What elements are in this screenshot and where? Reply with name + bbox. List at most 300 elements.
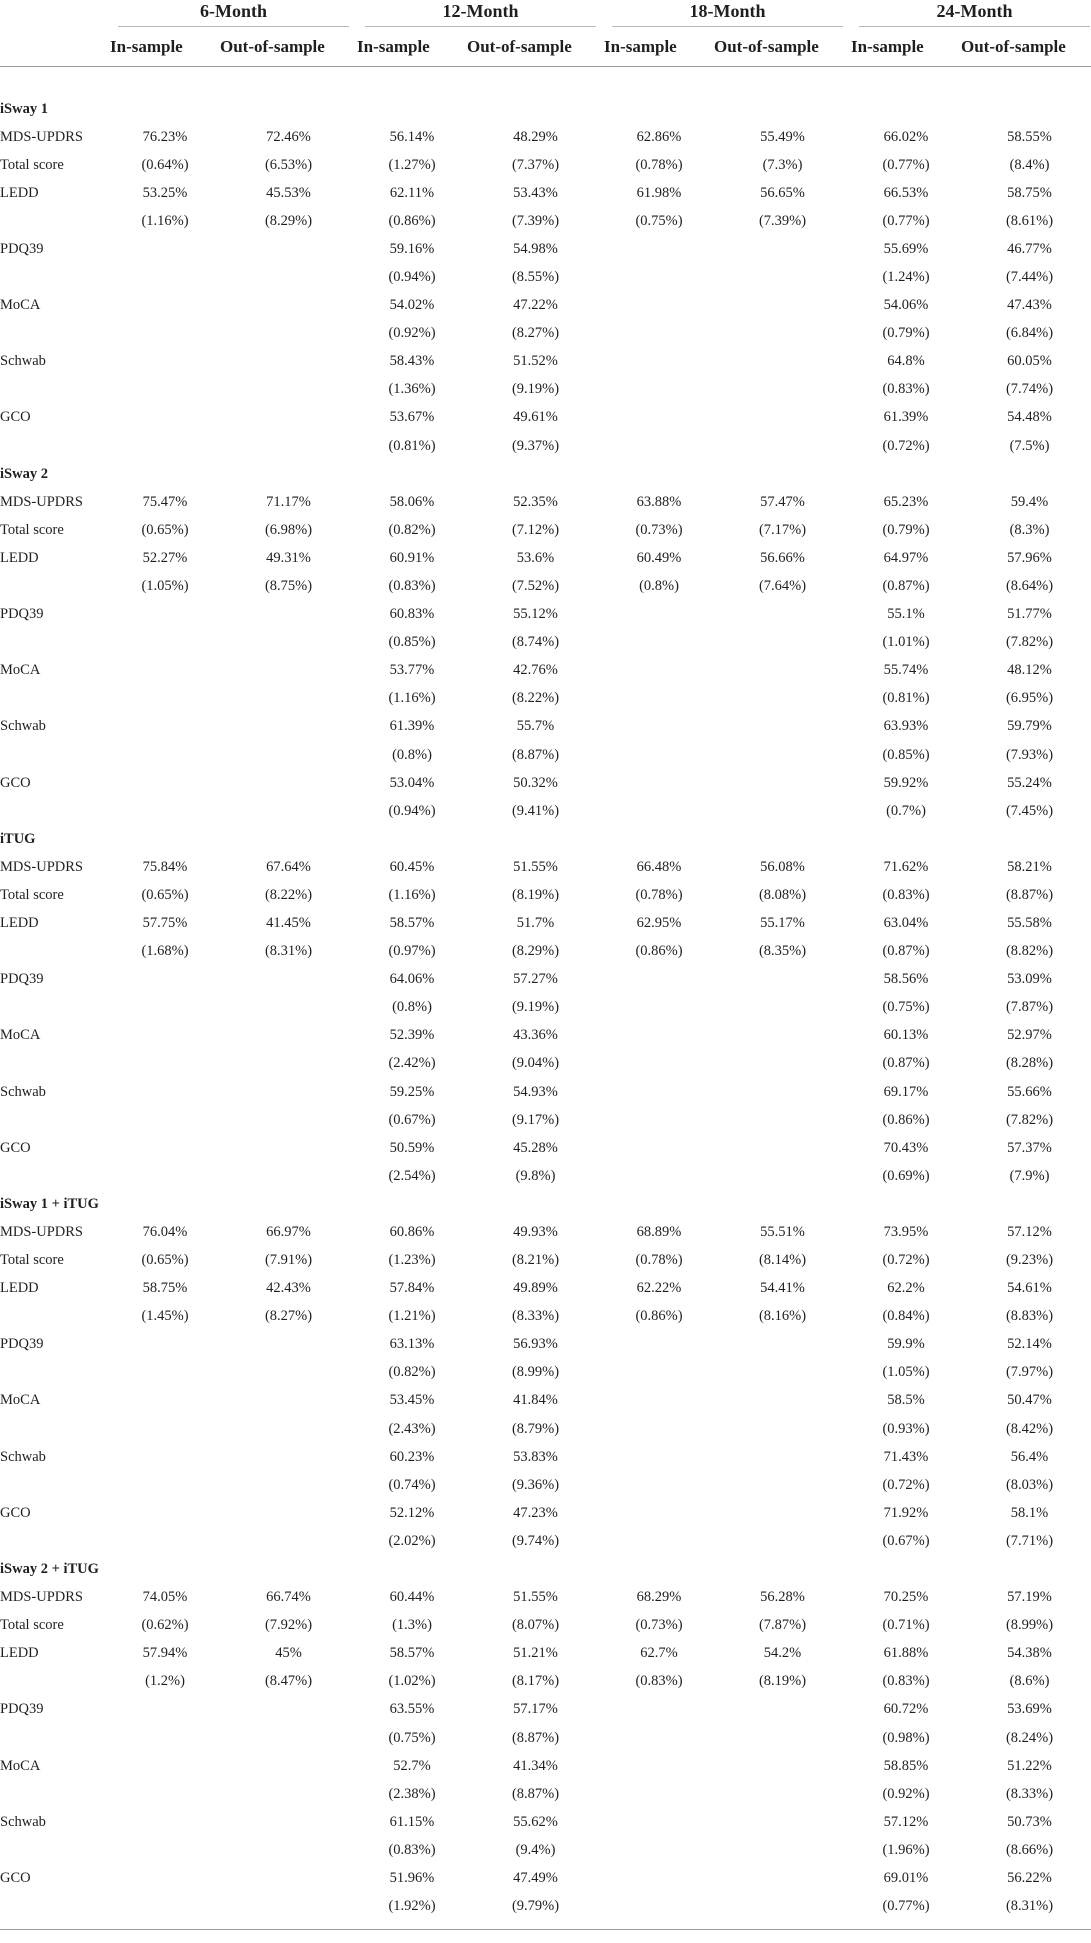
table-cell <box>714 994 851 1022</box>
table-cell: 53.77% <box>389 662 435 679</box>
table-cell <box>220 1527 357 1555</box>
table-cell: 69.17% <box>883 1083 929 1100</box>
table-row <box>0 1640 1091 1668</box>
table-cell: (0.77%) <box>882 1898 930 1915</box>
table-cell: (0.72%) <box>882 1252 930 1269</box>
table-cell: 63.55% <box>389 1701 435 1718</box>
table-cell: 58.5% <box>887 1392 925 1409</box>
table-cell: (0.77%) <box>882 156 930 173</box>
table-cell: 56.14% <box>389 128 435 145</box>
table-cell <box>604 376 714 404</box>
table-cell: (8.99%) <box>511 1364 560 1381</box>
group-name: iSway 2 <box>0 465 48 482</box>
row-label: LEDD <box>0 549 39 566</box>
table-cell: (2.02%) <box>388 1532 436 1549</box>
table-cell <box>604 713 714 741</box>
table-cell: 53.69% <box>1007 1701 1052 1718</box>
table-row <box>0 179 1091 207</box>
table-cell <box>220 1696 357 1724</box>
table-cell: 64.06% <box>389 971 435 988</box>
table-cell: (0.69%) <box>882 1167 930 1184</box>
table-cell <box>110 432 220 460</box>
table-row <box>0 151 1091 179</box>
table-cell: 50.47% <box>1007 1392 1052 1409</box>
table-cell <box>714 432 851 460</box>
table-cell: 43.36% <box>513 1027 558 1044</box>
row-label: Schwab <box>0 1083 46 1100</box>
table-cell: 48.29% <box>513 128 558 145</box>
table-cell: 52.97% <box>1007 1027 1052 1044</box>
row-label: MDS-UPDRS <box>0 1223 83 1240</box>
table-row <box>0 1162 1091 1190</box>
table-cell: 61.88% <box>883 1645 929 1662</box>
row-label: MoCA <box>0 662 41 679</box>
table-bottom-rule <box>0 1921 1091 1930</box>
table-cell: 49.93% <box>513 1223 558 1240</box>
table-cell: 58.85% <box>883 1757 929 1774</box>
table-row <box>0 292 1091 320</box>
table-cell <box>220 797 357 825</box>
table-cell <box>604 685 714 713</box>
table-cell: 51.21% <box>513 1645 558 1662</box>
table-cell: 59.25% <box>389 1083 435 1100</box>
table-cell <box>714 1415 851 1443</box>
table-cell <box>604 263 714 291</box>
table-cell: (7.91%) <box>264 1252 313 1269</box>
table-cell: (8.87%) <box>511 746 560 763</box>
group-name: iTUG <box>0 830 36 847</box>
table-cell <box>714 1808 851 1836</box>
table-cell <box>714 235 851 263</box>
table-cell <box>220 994 357 1022</box>
spacer-row <box>0 67 1091 96</box>
table-cell: 53.09% <box>1007 971 1052 988</box>
table-cell: (0.71%) <box>882 1617 930 1634</box>
table-cell: 74.05% <box>142 1589 188 1606</box>
table-cell: 68.29% <box>636 1589 682 1606</box>
table-cell <box>714 1162 851 1190</box>
row-label <box>0 1303 110 1331</box>
table-cell: (2.38%) <box>388 1785 436 1802</box>
table-cell <box>714 1696 851 1724</box>
table-cell: (0.7%) <box>886 802 926 819</box>
table-cell: 57.37% <box>1007 1139 1052 1156</box>
table-cell: 56.28% <box>760 1589 805 1606</box>
table-cell: 61.15% <box>389 1813 435 1830</box>
table-cell: 67.64% <box>266 858 311 875</box>
table-cell: (8.33%) <box>1005 1785 1054 1802</box>
row-label <box>0 994 110 1022</box>
table-cell: 59.9% <box>887 1336 925 1353</box>
table-cell: 66.02% <box>883 128 929 145</box>
table-cell: 60.05% <box>1007 353 1052 370</box>
table-cell: (0.67%) <box>882 1532 930 1549</box>
table-row <box>0 1303 1091 1331</box>
table-cell: (0.8%) <box>392 999 432 1016</box>
period-header-row <box>0 0 1091 28</box>
row-label: Total score <box>0 156 64 173</box>
table-cell <box>714 1780 851 1808</box>
table-cell: 71.43% <box>883 1448 929 1465</box>
out-of-sample-header: Out-of-sample <box>220 28 357 67</box>
table-cell: 54.38% <box>1007 1645 1052 1662</box>
row-label <box>0 207 110 235</box>
table-cell: 55.62% <box>513 1813 558 1830</box>
table-cell: 57.12% <box>883 1813 929 1830</box>
table-cell: (7.17%) <box>758 521 807 538</box>
in-sample-header: In-sample <box>604 28 714 67</box>
row-label: PDQ39 <box>0 240 44 257</box>
table-row <box>0 1696 1091 1724</box>
table-cell: (8.19%) <box>511 886 560 903</box>
table-cell <box>220 1331 357 1359</box>
table-cell: (8.35%) <box>758 943 807 960</box>
row-label <box>0 1106 110 1134</box>
table-cell <box>110 657 220 685</box>
row-label <box>0 320 110 348</box>
table-cell: (9.8%) <box>515 1167 556 1184</box>
table-cell <box>220 1078 357 1106</box>
table-cell: 70.43% <box>883 1139 929 1156</box>
table-cell: (1.3%) <box>392 1617 432 1634</box>
table-cell: 62.11% <box>389 184 435 201</box>
table-cell: (0.86%) <box>635 943 683 960</box>
in-sample-header: In-sample <box>851 28 961 67</box>
table-cell: (8.55%) <box>511 269 560 286</box>
table-cell: (1.01%) <box>882 634 930 651</box>
table-cell: 62.7% <box>640 1645 678 1662</box>
table-cell: 54.48% <box>1007 409 1052 426</box>
table-cell <box>604 741 714 769</box>
table-cell <box>110 1022 220 1050</box>
table-cell: (9.23%) <box>1005 1252 1054 1269</box>
table-cell: 54.61% <box>1007 1280 1052 1297</box>
table-cell: 57.75% <box>142 914 188 931</box>
row-label: GCO <box>0 1504 31 1521</box>
table-cell <box>714 1752 851 1780</box>
row-label: PDQ39 <box>0 606 44 623</box>
table-cell: 56.93% <box>513 1336 558 1353</box>
table-row <box>0 1471 1091 1499</box>
table-cell: (7.64%) <box>758 577 807 594</box>
table-cell: 56.08% <box>760 858 805 875</box>
table-cell: 47.49% <box>513 1869 558 1886</box>
group-header-row <box>0 1190 1091 1218</box>
table-cell <box>220 601 357 629</box>
table-cell: 60.49% <box>636 549 682 566</box>
table-cell: (1.27%) <box>388 156 436 173</box>
table-cell: (7.93%) <box>1005 746 1054 763</box>
table-cell: 73.95% <box>883 1223 929 1240</box>
table-cell <box>110 1134 220 1162</box>
table-cell: 55.51% <box>760 1223 805 1240</box>
table-cell <box>110 741 220 769</box>
table-cell: 41.45% <box>266 914 311 931</box>
table-cell <box>110 1499 220 1527</box>
table-cell: 50.32% <box>513 774 558 791</box>
table-cell: 59.79% <box>1007 718 1052 735</box>
table-cell <box>110 1752 220 1780</box>
table-cell: (8.07%) <box>511 1617 560 1634</box>
table-cell: (0.83%) <box>882 886 930 903</box>
table-cell: (0.65%) <box>141 521 189 538</box>
table-row <box>0 629 1091 657</box>
table-cell <box>110 1780 220 1808</box>
table-cell: 55.69% <box>883 240 929 257</box>
table-cell: (0.72%) <box>882 437 930 454</box>
table-cell: 54.93% <box>513 1083 558 1100</box>
table-row <box>0 1864 1091 1892</box>
table-cell: 71.62% <box>883 858 929 875</box>
table-cell <box>714 769 851 797</box>
period-header-18-month: 18-Month <box>604 0 851 28</box>
table-cell <box>110 1724 220 1752</box>
in-sample-header: In-sample <box>110 28 220 67</box>
table-cell <box>714 966 851 994</box>
table-cell <box>110 1864 220 1892</box>
table-row <box>0 1359 1091 1387</box>
row-label: PDQ39 <box>0 971 44 988</box>
table-cell: 59.92% <box>883 774 929 791</box>
table-cell: (0.87%) <box>882 577 930 594</box>
table-cell <box>220 320 357 348</box>
table-cell: (6.98%) <box>264 521 313 538</box>
table-cell: (0.83%) <box>388 577 436 594</box>
table-cell: 71.17% <box>266 493 311 510</box>
table-cell: (8.29%) <box>264 212 313 229</box>
table-row <box>0 1668 1091 1696</box>
table-cell <box>110 1471 220 1499</box>
table-cell: (1.05%) <box>141 577 189 594</box>
out-of-sample-header: Out-of-sample <box>714 28 851 67</box>
table-cell: (0.84%) <box>882 1308 930 1325</box>
table-cell <box>220 741 357 769</box>
table-cell <box>604 292 714 320</box>
table-cell <box>604 601 714 629</box>
table-row <box>0 994 1091 1022</box>
table-cell: (7.87%) <box>1005 999 1054 1016</box>
table-cell: 53.6% <box>516 549 555 566</box>
table-cell <box>220 1808 357 1836</box>
table-cell: (9.79%) <box>511 1898 560 1915</box>
table-cell <box>110 601 220 629</box>
table-cell: (6.53%) <box>264 156 313 173</box>
table-cell: (7.82%) <box>1005 634 1054 651</box>
table-cell <box>714 1443 851 1471</box>
table-cell <box>220 1022 357 1050</box>
table-cell <box>110 1696 220 1724</box>
table-cell <box>220 376 357 404</box>
table-row <box>0 1612 1091 1640</box>
table-cell: 57.17% <box>513 1701 558 1718</box>
table-row <box>0 432 1091 460</box>
table-cell: (0.87%) <box>882 1055 930 1072</box>
table-cell: (0.86%) <box>882 1111 930 1128</box>
table-cell: 61.98% <box>636 184 682 201</box>
table-cell: (8.29%) <box>511 943 560 960</box>
table-cell: (7.5%) <box>1009 437 1050 454</box>
table-cell: (8.22%) <box>264 886 313 903</box>
table-cell <box>714 1499 851 1527</box>
table-cell: 75.47% <box>142 493 188 510</box>
table-cell: 52.35% <box>513 493 558 510</box>
table-cell: 62.86% <box>636 128 682 145</box>
table-cell: (0.65%) <box>141 886 189 903</box>
table-cell <box>220 1724 357 1752</box>
table-cell <box>220 235 357 263</box>
table-row <box>0 769 1091 797</box>
table-row <box>0 207 1091 235</box>
table-cell: (7.45%) <box>1005 802 1054 819</box>
table-cell: 57.84% <box>389 1280 435 1297</box>
row-label <box>0 629 110 657</box>
table-cell <box>604 1106 714 1134</box>
table-cell: (0.74%) <box>388 1476 436 1493</box>
table-cell <box>220 1443 357 1471</box>
row-label: GCO <box>0 1869 31 1886</box>
table-cell <box>714 320 851 348</box>
table-cell: 51.77% <box>1007 606 1052 623</box>
table-cell: 50.59% <box>389 1139 435 1156</box>
table-cell: 62.2% <box>887 1280 925 1297</box>
table-row <box>0 1724 1091 1752</box>
table-cell <box>220 292 357 320</box>
table-cell: 55.49% <box>760 128 805 145</box>
table-cell: (8.66%) <box>1005 1841 1054 1858</box>
row-label: Total score <box>0 521 64 538</box>
table-cell: 54.98% <box>513 240 558 257</box>
group-header-row <box>0 95 1091 123</box>
row-label <box>0 1471 110 1499</box>
table-cell: (9.19%) <box>511 999 560 1016</box>
table-cell <box>220 348 357 376</box>
table-cell <box>604 348 714 376</box>
table-cell: 58.21% <box>1007 858 1052 875</box>
table-cell: 60.86% <box>389 1223 435 1240</box>
table-cell <box>110 235 220 263</box>
table-cell <box>604 1331 714 1359</box>
table-row <box>0 601 1091 629</box>
table-cell: 66.74% <box>266 1589 311 1606</box>
table-cell: (0.83%) <box>882 1673 930 1690</box>
row-label <box>0 572 110 600</box>
table-cell <box>110 629 220 657</box>
table-cell: 57.94% <box>142 1645 188 1662</box>
table-cell <box>714 1106 851 1134</box>
group-header-row <box>0 460 1091 488</box>
table-cell <box>110 994 220 1022</box>
table-cell: (8.75%) <box>264 577 313 594</box>
table-cell <box>220 1359 357 1387</box>
table-cell: 65.23% <box>883 493 929 510</box>
table-cell: (0.78%) <box>635 886 683 903</box>
table-cell <box>714 1836 851 1864</box>
table-cell: 58.43% <box>389 353 435 370</box>
row-label <box>0 376 110 404</box>
table-cell: (0.86%) <box>635 1308 683 1325</box>
table-cell <box>604 1387 714 1415</box>
table-cell: (8.08%) <box>758 886 807 903</box>
table-cell <box>220 1752 357 1780</box>
table-row <box>0 881 1091 909</box>
table-cell: (8.33%) <box>511 1308 560 1325</box>
table-cell <box>714 1331 851 1359</box>
table-cell: 70.25% <box>883 1589 929 1606</box>
row-label: PDQ39 <box>0 1701 44 1718</box>
table-cell <box>110 348 220 376</box>
table-cell: 62.22% <box>636 1280 682 1297</box>
table-cell: (7.74%) <box>1005 381 1054 398</box>
row-label <box>0 1724 110 1752</box>
table-cell <box>604 966 714 994</box>
table-cell: (0.92%) <box>388 325 436 342</box>
table-row <box>0 1780 1091 1808</box>
table-cell <box>604 1696 714 1724</box>
table-cell: (1.2%) <box>145 1673 185 1690</box>
table-cell: (8.16%) <box>758 1308 807 1325</box>
table-cell: (9.17%) <box>511 1111 560 1128</box>
table-cell: (8.87%) <box>511 1729 560 1746</box>
row-label <box>0 1893 110 1921</box>
table-cell: (0.73%) <box>635 521 683 538</box>
table-cell <box>714 601 851 629</box>
table-cell <box>110 1359 220 1387</box>
table-cell <box>220 1780 357 1808</box>
table-cell: (9.04%) <box>511 1055 560 1072</box>
table-cell: (1.92%) <box>388 1898 436 1915</box>
corner-cell <box>0 0 110 28</box>
row-label: GCO <box>0 1139 31 1156</box>
table-cell: (0.62%) <box>141 1617 189 1634</box>
table-cell: 53.43% <box>513 184 558 201</box>
table-row <box>0 1808 1091 1836</box>
table-cell: 58.1% <box>1010 1504 1049 1521</box>
table-cell: 54.02% <box>389 297 435 314</box>
table-cell: 42.43% <box>266 1280 311 1297</box>
table-cell: 63.13% <box>389 1336 435 1353</box>
table-cell <box>714 1078 851 1106</box>
table-cell: 59.16% <box>389 240 435 257</box>
table-cell: 41.34% <box>513 1757 558 1774</box>
table-cell: 76.23% <box>142 128 188 145</box>
table-cell: (0.75%) <box>882 999 930 1016</box>
table-cell <box>110 1162 220 1190</box>
table-cell: 52.7% <box>393 1757 431 1774</box>
table-cell: (0.73%) <box>635 1617 683 1634</box>
table-cell: 50.73% <box>1007 1813 1052 1830</box>
group-header-row <box>0 1556 1091 1584</box>
table-cell <box>714 1134 851 1162</box>
table-cell: 57.47% <box>760 493 805 510</box>
table-cell: 58.57% <box>389 1645 435 1662</box>
table-cell <box>220 1893 357 1921</box>
table-cell: (1.05%) <box>882 1364 930 1381</box>
table-cell: 60.72% <box>883 1701 929 1718</box>
table-cell <box>714 629 851 657</box>
table-cell: 60.44% <box>389 1589 435 1606</box>
out-of-sample-header: Out-of-sample <box>467 28 604 67</box>
table-cell: 53.67% <box>389 409 435 426</box>
table-cell: 55.74% <box>883 662 929 679</box>
table-cell <box>110 1836 220 1864</box>
period-header-6-month: 6-Month <box>110 0 357 28</box>
table-cell: 55.66% <box>1007 1083 1052 1100</box>
table-cell: (0.87%) <box>882 943 930 960</box>
table-row <box>0 320 1091 348</box>
table-cell: 63.04% <box>883 914 929 931</box>
table-cell: (1.02%) <box>388 1673 436 1690</box>
row-label <box>0 1359 110 1387</box>
